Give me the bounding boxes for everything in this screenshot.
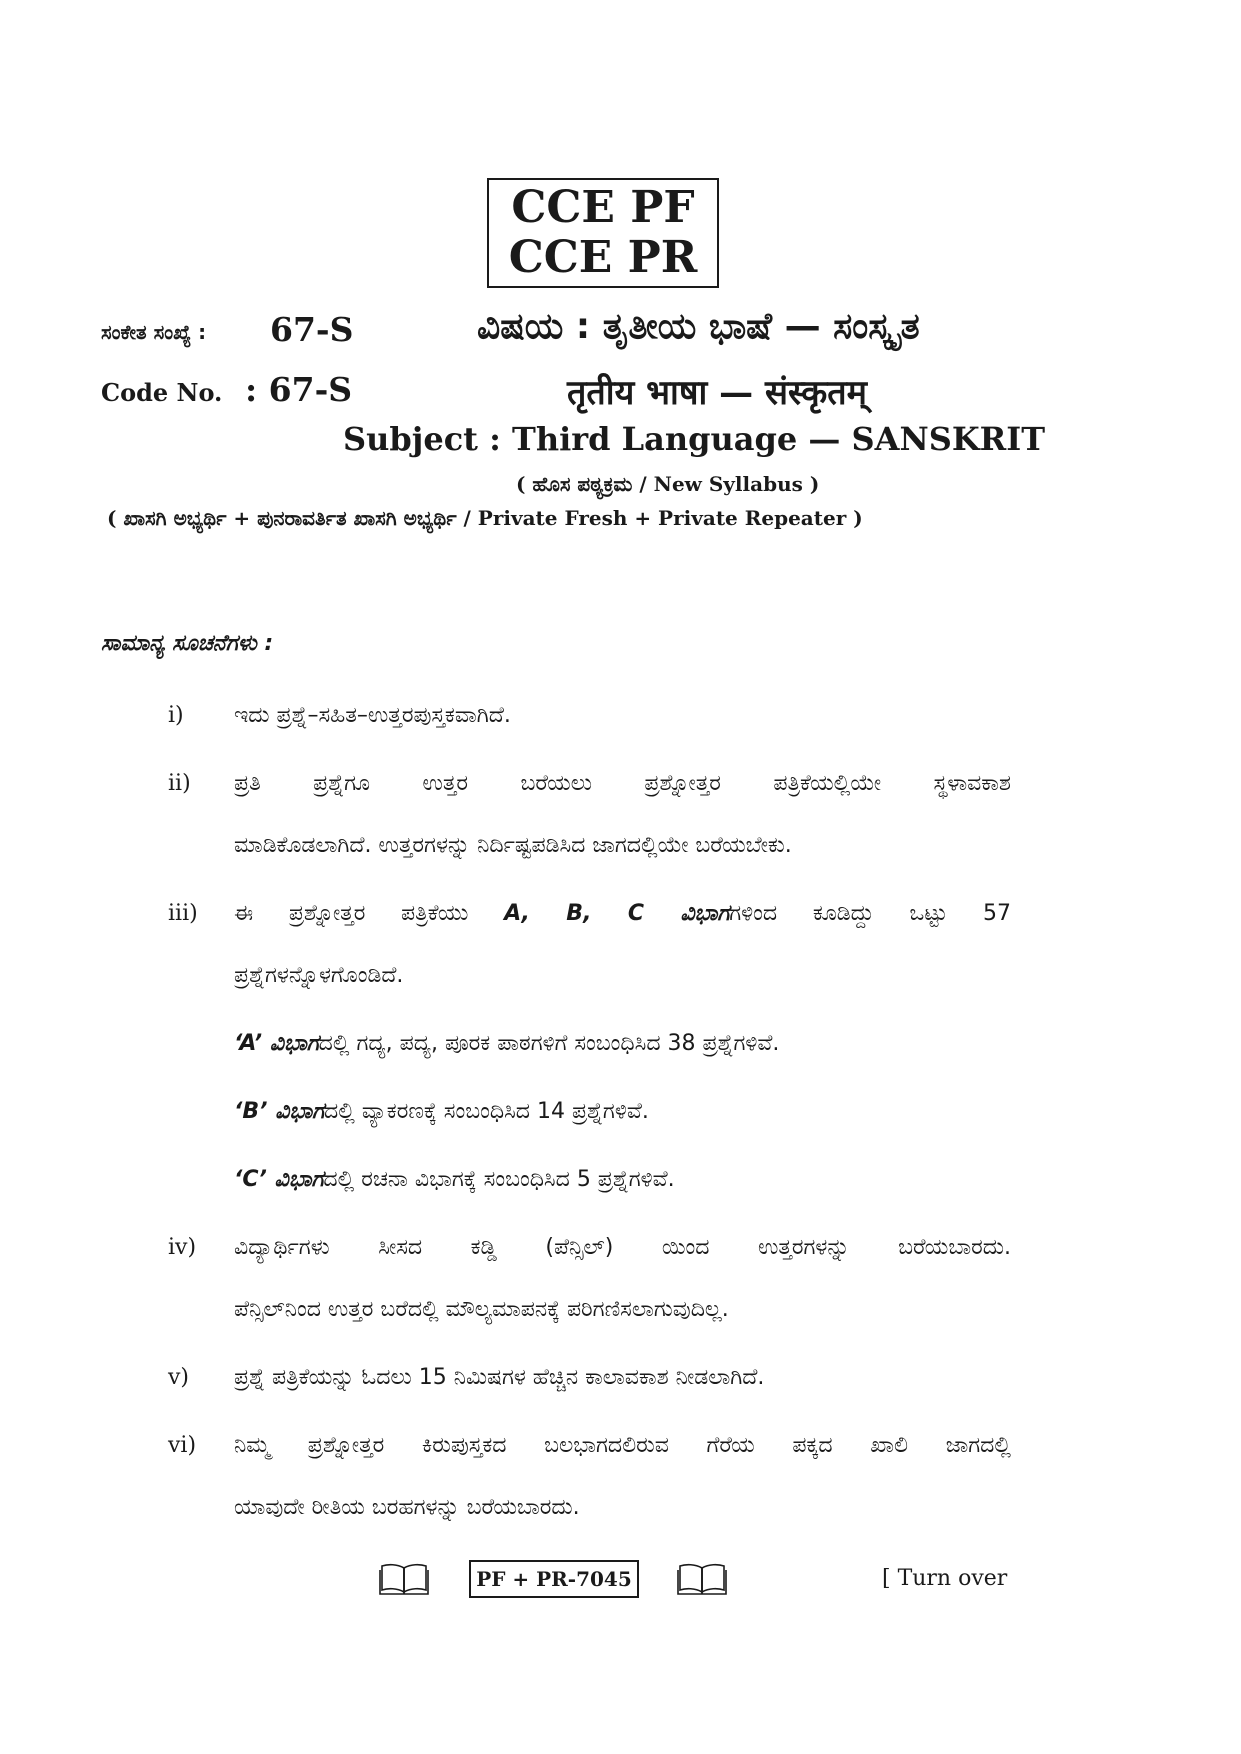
exam-code-box <box>487 178 719 288</box>
book-icon <box>378 1562 430 1596</box>
instruction-text-line: ಮಾಡಿಕೊಡಲಾಗಿದೆ. ಉತ್ತರಗಳನ್ನು ನಿರ್ದಿಷ್ಟಪಡಿಸಿದ ಜಾಗದಲ್ಲಿಯೇ ಬರೆಯಬೇಕು. <box>234 833 792 858</box>
instruction-text: ಪ್ರಶ್ನೆ ಪತ್ರಿಕೆಯನ್ನು ಓದಲು 15 ನಿಮಿಷಗಳ ಹೆಚ್ಚಿನ ಕಾಲಾವಕಾಶ ನೀಡಲಾಗಿದೆ. <box>234 1365 765 1390</box>
instruction-text-line <box>234 883 1011 945</box>
section-list: A, B, C ವಿಭಾಗ <box>504 901 730 926</box>
paper-code-box: PF + PR-7045 <box>469 1560 639 1598</box>
instruction-number: vi) <box>168 1433 197 1458</box>
instruction-number: ii) <box>168 771 191 796</box>
code-value: 67-S <box>270 310 354 349</box>
instruction-text-line: ಯಾವುದೇ ರೀತಿಯ ಬರಹಗಳನ್ನು ಬರೆಯಬಾರದು. <box>234 1495 580 1520</box>
code-value-english: : 67-S <box>245 370 353 409</box>
syllabus-note: ( ಹೊಸ ಪಠ್ಯಕ್ರಮ / New Syllabus ) <box>516 472 820 496</box>
instruction-number: iv) <box>168 1235 197 1260</box>
subject-kannada: ವಿಷಯ : ತೃತೀಯ ಭಾಷೆ — ಸಂಸ್ಕೃತ <box>477 306 920 347</box>
turn-over-note: [ Turn over <box>882 1566 1008 1591</box>
code-label-english: Code No. <box>101 378 223 407</box>
instruction-text-line: ಪೆನ್ಸಿಲ್‌ನಿಂದ ಉತ್ತರ ಬರೆದಲ್ಲಿ ಮೌಲ್ಯಮಾಪನಕ್ಕೆ ಪರಿಗಣಿಸಲಾಗುವುದಿಲ್ಲ. <box>234 1297 729 1322</box>
subject-english: Subject : Third Language — SANSKRIT <box>343 420 1046 458</box>
exam-code-line-1: CCE PF <box>511 182 695 233</box>
code-label-kannada: ಸಂಕೇತ ಸಂಖ್ಯೆ : <box>101 320 207 344</box>
instruction-text-line: ಪ್ರತಿ ಪ್ರಶ್ನೆಗೂ ಉತ್ತರ ಬರೆಯಲು ಪ್ರಶ್ನೋತ್ತರ ಪತ್ರಿಕೆಯಲ್ಲಿಯೇ ಸ್ಥಳಾವಕಾಶ <box>234 771 1011 796</box>
section-c-label: ‘C’ ವಿಭಾಗ <box>234 1167 324 1192</box>
section-a-text: ದಲ್ಲಿ ಗದ್ಯ, ಪದ್ಯ, ಪೂರಕ ಪಾಠಗಳಿಗೆ ಸಂಬಂಧಿಸಿದ 38 ಪ್ರಶ್ನೆಗಳಿವೆ. <box>318 1031 780 1056</box>
section-c-text: ದಲ್ಲಿ ರಚನಾ ವಿಭಾಗಕ್ಕೆ ಸಂಬಂಧಿಸಿದ 5 ಪ್ರಶ್ನೆಗಳಿವೆ. <box>323 1167 675 1192</box>
instruction-number: iii) <box>168 901 198 926</box>
instruction-text-line: ಪ್ರಶ್ನೆಗಳನ್ನೊಳಗೊಂಡಿದೆ. <box>234 963 404 988</box>
book-icon <box>676 1562 728 1596</box>
instructions-heading: ಸಾಮಾನ್ಯ ಸೂಚನೆಗಳು : <box>101 631 274 656</box>
section-b-label: ‘B’ ವಿಭಾಗ <box>234 1099 325 1124</box>
instruction-text: ಇದು ಪ್ರಶ್ನೆ–ಸಹಿತ–ಉತ್ತರಪುಸ್ತಕವಾಗಿದೆ. <box>234 703 511 728</box>
instruction-text-line: ನಿಮ್ಮ ಪ್ರಶ್ನೋತ್ತರ ಕಿರುಪುಸ್ತಕದ ಬಲಭಾಗದಲಿರುವ ಗೆರೆಯ ಪಕ್ಕದ ಖಾಲಿ ಜಾಗದಲ್ಲಿ <box>234 1433 1011 1458</box>
instruction-text: ಗಳಿಂದ ಕೂಡಿದ್ದು ಒಟ್ಟು 57 <box>729 901 1012 926</box>
exam-code-line-2: CCE PR <box>508 232 698 283</box>
section-b-text: ದಲ್ಲಿ ವ್ಯಾಕರಣಕ್ಕೆ ಸಂಬಂಧಿಸಿದ 14 ಪ್ರಶ್ನೆಗಳಿವೆ. <box>324 1099 649 1124</box>
subject-hindi: तृतीय भाषा — संस्कृतम् <box>567 373 867 413</box>
section-a-label: ‘A’ ವಿಭಾಗ <box>234 1031 319 1056</box>
instruction-text-line: ವಿದ್ಯಾರ್ಥಿಗಳು ಸೀಸದ ಕಡ್ಡಿ (ಪೆನ್ಸಿಲ್) ಯಿಂದ ಉತ್ತರಗಳನ್ನು ಬರೆಯಬಾರದು. <box>234 1235 1011 1260</box>
candidate-type: ( ಖಾಸಗಿ ಅಭ್ಯರ್ಥಿ + ಪುನರಾವರ್ತಿತ ಖಾಸಗಿ ಅಭ್ಯರ್ಥಿ / Private Fresh + Private Repeater ) <box>107 506 863 530</box>
instruction-number: v) <box>168 1365 190 1390</box>
instruction-number: i) <box>168 703 184 728</box>
instruction-text: ಈ ಪ್ರಶ್ನೋತ್ತರ ಪತ್ರಿಕೆಯು <box>234 901 469 926</box>
